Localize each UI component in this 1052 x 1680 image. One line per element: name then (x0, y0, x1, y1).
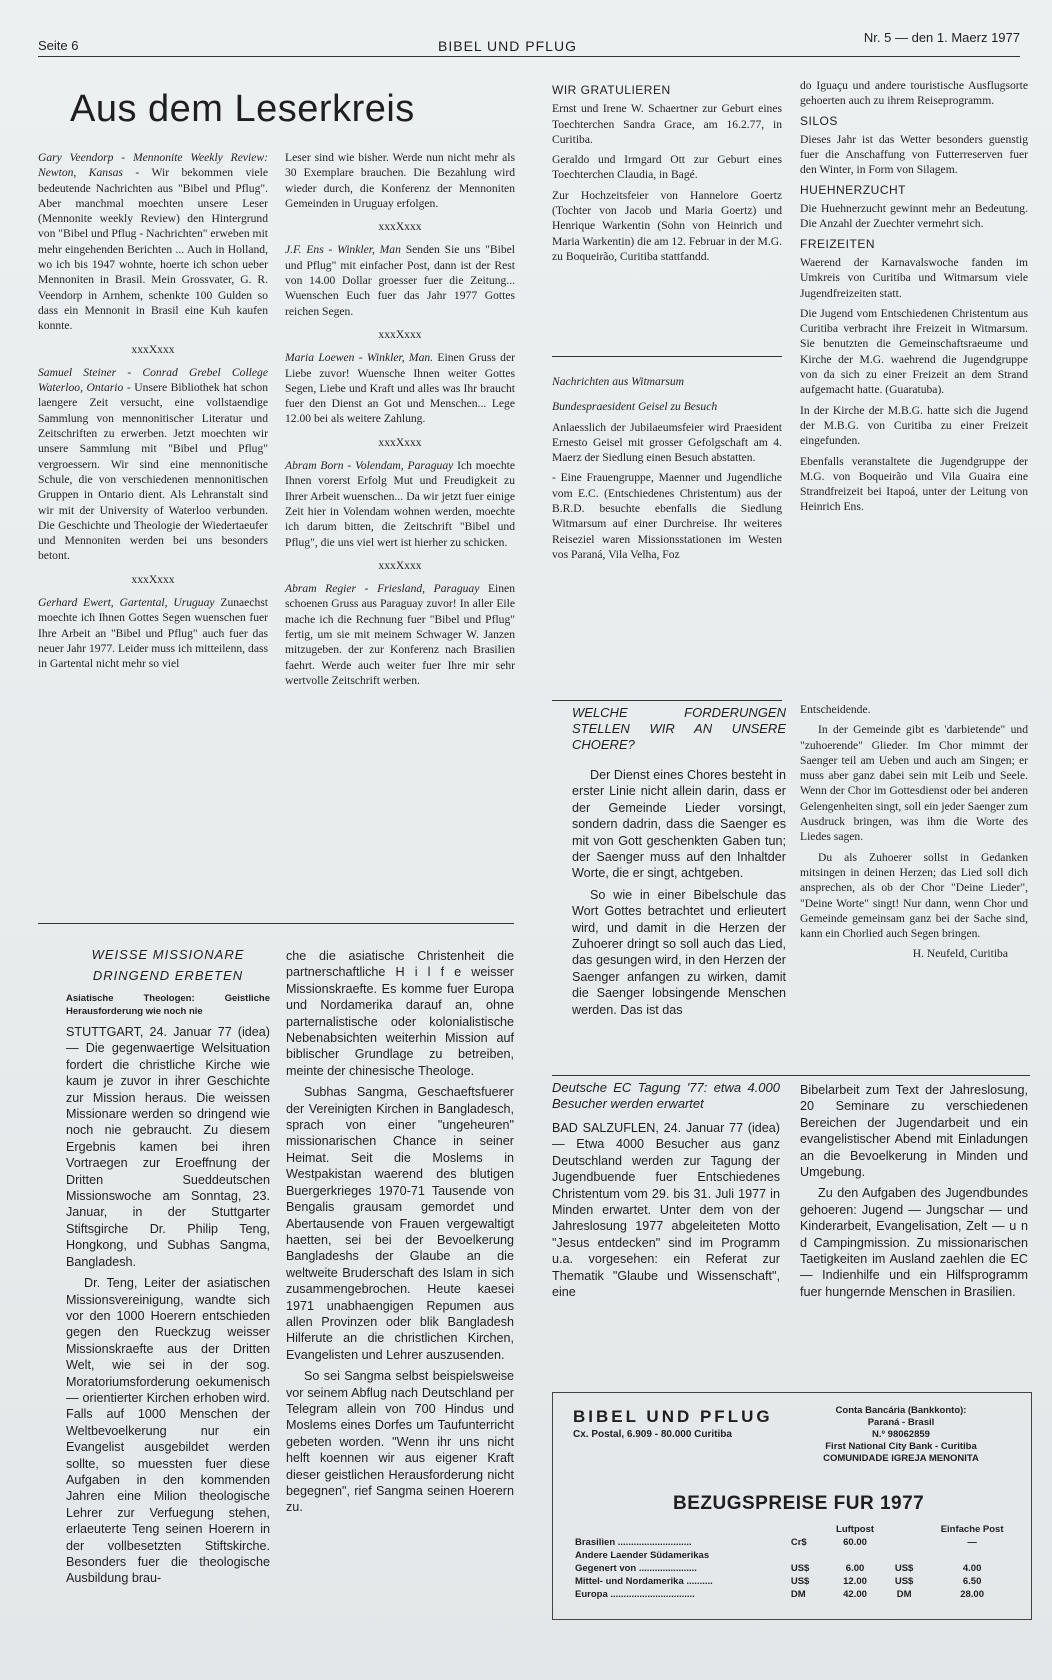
price-cell: Cr$ (790, 1537, 807, 1548)
letter (38, 150, 268, 334)
separator: xxxXxxx (378, 558, 422, 572)
price-cell (789, 1549, 823, 1562)
price-header: Einfache Post (940, 1524, 1004, 1535)
price-table (573, 1523, 1023, 1601)
price-cell: US$ (790, 1576, 810, 1587)
paragraph: So wie in einer Bibelschule das Wort Gottes betrachtet und erlieutert wird, und damit in die Herzen der Zuhoerer dringt so soll auch das Lied, das gesungen wird, in den Herzen der Saenger anfangen zu wirken, damit die Saenger lobsingende Menschen werden. Das ist das (572, 887, 786, 1017)
paragraph: Anlaesslich der Jubilaeumsfeier wird Praesident Ernesto Geisel mit grosser Gefolgschaft am 4. Maerz der Siedlung einen Besuch abstatten. (552, 420, 782, 465)
missionare-subheading: Asiatische Theologen: Geistliche Herausforderung wie noch nie (66, 993, 270, 1017)
section-rule (552, 356, 782, 357)
letter-author: Gerhard Ewert, Gartental, Uruguay (38, 596, 215, 610)
paragraph: Du als Zuhoerer sollst in Gedanken mitsingen in deinen Herzen; das Lied soll dich ansprechen, als ob der Chor "Deine Lieder", "Deine Worte" singt! Nur dann, wenn Chor und Gemeinde gemeinsam ganz bei der Sache sind, kann ein Chorlied auch Segen bringen. (800, 850, 1028, 941)
ec-headline: Deutsche EC Tagung '77: etwa 4.000 Besucher werden erwartet (552, 1080, 780, 1111)
letter-text: Zunaechst moechte ich Ihnen Gottes Segen wuenschen fuer Ihre Arbeit an "Bibel und Pflug" auch fuer das neuer Jahr 1977. Leider muss ich mitteilenn, dass in Gartental nicht mehr so viel (38, 596, 269, 671)
bank-line: N.º 98062859 (872, 1429, 930, 1440)
paragraph: - Eine Frauengruppe, Maenner und Jugendliche vom E.C. (Entschiedenes Christentum) aus der B.R.D. besuchte ebenfalls die Siedlung Witmarsum auf einer Durchreise. Ihr weiteres Reiseziel waren Missionsstationen im Westen vos Paraná, Vila Velha, Foz (552, 471, 782, 561)
price-row (573, 1562, 1023, 1575)
paragraph: Bibelarbeit zum Text der Jahreslosung, 20 Seminare zu verschiedenen Bereichen der Jugendarbeit und ein evangelistischer Abend mit Einladungen an die Bevoelkerung in Minden und Umgebung. (800, 1083, 1028, 1180)
paragraph: Der Dienst eines Chores besteht in erster Linie nicht allein darin, dass er der Gemeinde Lieder vorsingt, sondern dadrin, dass die Saenger es mit von Gott geschenkten Gaben tun; der Saenger muss auf den Inhaltder Worte, die er singt, achtgeben. (572, 768, 786, 881)
price-cell: Brasilien ............................ (575, 1537, 692, 1548)
bank-line: Conta Bancária (Bankkonto): (835, 1405, 967, 1416)
huehnerzucht-heading: HUEHNERZUCHT (800, 182, 906, 197)
separator: xxxXxxx (378, 435, 422, 449)
subscription-heading: BEZUGSPREISE FUR 1977 (673, 1493, 925, 1514)
letter-text: - Unsere Bibliothek hat schon laengere Zeit versucht, eine vollstaendige Sammlung von mennonitischer Literatur und Zeitschriften zu erwerben. Jetzt moechten wir unsere Sammlung mit "Bibel und Pflug" vergroessern. Wir sind eine mennonitische Schule, die von verschiedenen mennonitischen Gruppen in Ontario dient. Als Lehranstalt sind wir mit der University of Waterloo verbunden. Die Geschichte und Theologie der Wiedertaeufer und Mennoniten werden bei uns besonders betont. (38, 381, 268, 563)
paragraph: Ernst und Irene W. Schaertner zur Geburt eines Toechterchen Sandra Grace, am 16.2.77, in Curitiba. (552, 102, 782, 146)
paragraph: che die asiatische Christenheit die partnerschaftliche H i l f e weisser Missionskraefte. Es komme fuer Europa und Nordamerika darauf an, ohne parternalistische oder kolonialistische Nebenabsichten weiterhin Mission auf biblischer Grundlage zu betreiben, meinte der chinesische Theologe. (286, 949, 514, 1078)
price-cell (921, 1549, 1023, 1562)
paragraph: STUTTGART, 24. Januar 77 (idea) — Die gegenwaertige Welsituation fordert die christliche Kirche wie kaum je zuvor in ihrer Geschichte zur Mission heraus. Die weissen Missionare werden so dringend wie noch nie gebraucht. Zu diesem Ergebnis kamen bei ihren Vortraegen zur Eroeffnung der Dritten Sueddeutschen Missionswoche am Sonntag, 23. Januar, in der Stuttgarter Stiftsgirche Dr. Philip Teng, Hongkong, und Subhas Sangma, Bangladesh. (66, 1025, 270, 1269)
price-cell: US$ (894, 1576, 914, 1587)
letter-author: Abram Regier - Friesland, Paraguay (285, 582, 480, 596)
separator: xxxXxxx (131, 342, 175, 356)
price-cell: 42.00 (843, 1589, 867, 1600)
paragraph: In der Kirche der M.B.G. hatte sich die Jugend der M.B.G. von Curitiba zu einer Freizeit eingefunden. (800, 403, 1028, 448)
price-cell: US$ (790, 1563, 810, 1574)
letter-author: J.F. Ens - Winkler, Man (285, 243, 401, 257)
letter (285, 150, 515, 211)
separator: xxxXxxx (378, 327, 422, 341)
price-cell: Gegenert von ...................... (575, 1563, 697, 1574)
letter (285, 581, 515, 688)
price-cell: 6.00 (845, 1563, 865, 1574)
paragraph: Die Jugend vom Entschiedenen Christentum aus Curitiba verbracht ihre Freizeit in Witmarsum. Sie benutzten die Gemeinschaftsraeume und Kirche der M.G. waehrend die Jugendgruppe von da sich zu einer Freizeit an dem Strand aufgemacht hatte. (Guaratuba). (800, 306, 1028, 397)
separator: xxxXxxx (131, 572, 175, 586)
chor-column-2 (800, 702, 1028, 967)
letter (285, 458, 515, 550)
chor-headline: WELCHE FORDERUNGEN STELLEN WIR AN UNSERE CHOERE? (572, 705, 786, 752)
paragraph: do Iguaçu und andere touristische Ausflugsorte gehoerten auch zu ihrem Reiseprogramm. (800, 79, 1028, 108)
section-rule (552, 700, 782, 701)
witmarsum-subheading: Bundespraesident Geisel zu Besuch (552, 400, 718, 414)
missionare-column-2 (286, 948, 514, 1521)
bank-line: First National City Bank - Curitiba (825, 1441, 977, 1452)
header-rule (38, 56, 1020, 57)
price-header (887, 1523, 921, 1536)
missionare-column-1 (66, 944, 270, 1592)
paragraph: Subhas Sangma, Geschaeftsfuerer der Vereinigten Kirchen in Bangladesch, sprach von einer "ungeheuren" missionarischen Chance in seiner Heimat. Seit die Moslems in Westpakistan waerend des blutigen Buergerkrieges 1970-71 Tausende von Bengalis grausam gemordet und Abertausende von Frauen vergewaltigt haetten, sei bei der Bevoelkerung Bangladeshs der Glaube an die weltweite Bruderschaft des Islam in sich zusammengebrochen. Heute kaesei 1971 unabhaengigen Repumen aus allen Provinzen oder blik Bangladesh Hilferute an die christlichen Kirchen, Evangelisten und Lehrer auszusenden. (286, 1085, 514, 1362)
paragraph: Zur Hochzeitsfeier von Hannelore Goertz (Tochter von Jacob und Maria Goertz) und Henrique Warkentin (Sohn von Heinrich und Maria Warkentin) die am 12. Februar in der M.G. zu Boqueirão, Curitiba stattfandd. (552, 188, 782, 263)
paragraph: Die Huehnerzucht gewinnt mehr an Bedeutung. Die Anzahl der Zuechter vermehrt sich. (800, 202, 1028, 231)
price-cell: — (967, 1537, 977, 1548)
chor-column-1 (572, 705, 786, 1023)
price-cell: 4.00 (962, 1563, 982, 1574)
price-cell: US$ (894, 1563, 914, 1574)
letter-text: Einen Gruss der Liebe zuvor! Wuensche Ihnen weiter Gottes Segen, Liebe und Kraft und alles was Ihr braucht fuer den Dienst an Got und Menschen... Lege 12.00 bei als weitere Zahlung. (285, 351, 515, 426)
price-cell (887, 1536, 921, 1549)
bank-account (781, 1405, 1021, 1465)
price-header (789, 1523, 823, 1536)
chor-signature: H. Neufeld, Curitiba (912, 947, 1008, 961)
paragraph: Entscheidende. (800, 703, 871, 716)
separator: xxxXxxx (378, 220, 422, 234)
price-cell: Mittel- und Nordamerika .......... (575, 1576, 713, 1587)
leserkreis-column-2 (285, 150, 515, 693)
paragraph: Zu den Aufgaben des Jugendbundes gehoeren: Jugend — Jungschar — und Kinderarbeit, Evangelisation, Zelt — u n d Campingmission. Zu missionarischen Taetigkeiten im Ausland zaehlen die EC — Indienhilfe und ein Hilfsprogramm fuer hungernde Menschen in Brasilien. (800, 1186, 1028, 1299)
price-header (573, 1523, 789, 1536)
letter (285, 242, 515, 318)
price-row (573, 1536, 1023, 1549)
paragraph: Geraldo und Irmgard Ott zur Geburt eines Toechterchen Claudia, in Bagé. (552, 153, 782, 182)
price-row (573, 1575, 1023, 1588)
bank-line: COMUNIDADE IGREJA MENONITA (823, 1453, 979, 1464)
witmarsum-heading: Nachrichten aus Witmarsum (552, 375, 685, 388)
section-rule (38, 923, 514, 924)
witmarsum-column-2 (800, 78, 1028, 520)
page-header (38, 30, 1020, 54)
letter-text: Ich moechte Ihnen vorerst Erfolg Mut und Freudigkeit zu Ihrer Arbeit wuenschen... Da wir jetzt fuer einige Zeit hier in Volendam wohnen werden, moechte ich darum bitten, die Zeitschrift "Bibel und Pflug", die uns viel wert ist hierher zu schicken. (285, 459, 515, 549)
leserkreis-column-1 (38, 150, 268, 677)
section-title: Aus dem Leserkreis (70, 88, 415, 130)
gratulieren-heading: WIR GRATULIEREN (552, 83, 671, 97)
paragraph: So sei Sangma selbst beispielsweise vor seinem Abflug nach Deutschland per Telegram allein von 700 Hindus und Moslems eines Dorfes um Taufunterricht gebeten worden. "Wenn ihr uns nicht helft koennen wir aus eigener Kraft dieser geistlichen Herausforderung nicht begegnen", rief Sangma seinen Hoerern zu. (286, 1369, 514, 1515)
freizeiten-heading: FREIZEITEN (800, 236, 876, 251)
gratulieren-column (552, 78, 782, 269)
missionare-headline-2: DRINGEND ERBETEN (92, 968, 244, 983)
masthead: BIBEL UND PFLUG (438, 38, 577, 54)
witmarsum-column (552, 374, 782, 567)
ec-column-1 (552, 1080, 780, 1305)
price-cell: Europa ................................ (575, 1589, 695, 1600)
letter-author: Maria Loewen - Winkler, Man. (285, 351, 434, 365)
letter-text: Senden Sie uns "Bibel und Pflug" mit einfacher Post, dann ist der Rest von 14.00 Dollar groesser fuer die Zeitung... Wuenschen Euch fuer das Jahr 1977 Gottes reichen Segen. (285, 243, 515, 318)
price-cell: 60.00 (843, 1537, 867, 1548)
letter-author: Samuel Steiner - Conrad Grebel College Waterloo, Ontario (38, 365, 268, 395)
page-number: Seite 6 (38, 38, 79, 53)
missionare-headline-1: WEISSE MISSIONARE (91, 947, 245, 962)
letter-text: Einen schoenen Gruss aus Paraguay zuvor! In aller Eile mache ich die Rechnung fuer "Bibel und Pflug" fertig, um sie mit meinem Schwager W. Janzen mitzugeben. der zur Konferenz nach Brasilien faehrt. Werde auch weiter fuer Ihre mir sehr wertvolle Zeitschrift werben. (285, 582, 516, 687)
price-cell (887, 1549, 921, 1562)
price-cell: Andere Laender Südamerikas (575, 1550, 710, 1561)
price-cell (823, 1549, 887, 1562)
price-row (573, 1549, 1023, 1562)
silos-heading: SILOS (800, 113, 838, 128)
letter-author: Abram Born - Volendam, Paraguay (285, 459, 454, 473)
paragraph: Dr. Teng, Leiter der asiatischen Missionsvereinigung, wandte sich vor den 1000 Hoerern entschieden gegen den Rueckzug weisser Missionskraefte aus der Dritten Welt, wie sei in der sog. Moratoriumsforderung oekumenisch — orientierter Kirchen erhoben wird. Falls auf 1000 Menschen der Weltbevoelkerung nur ein Evangelist ausgebildet werden sollte, so muessten fuer diese Aufgaben in den kommenden Jahren eine Milion theologische Lehrer zur Verfuegung stehen, erlaeuterte Teng seinen Hoerern in der vollbesetzten Stiftskirche. Besonders fuer die theologische Ausbildung brau- (66, 1276, 270, 1586)
issue-date: Nr. 5 — den 1. Maerz 1977 (863, 30, 1020, 45)
letter (285, 350, 515, 426)
ec-column-2 (800, 1082, 1028, 1305)
letter-text: - Wir bekommen viele bedeutende Nachrichten aus "Bibel und Pflug". Aber manchmal moechten unsere Leser (Mennonite weekly Review) den Hintergrund von "Bibel und Pflug - Nachrichten" erweben mit mehr eingehenden Berichten ... Auch in Holland, wo ich bis 1947 wohnte, hoerte ich schon ueber Mennoniten in Brasil. Mein Grossvater, G. R. Veendorp in Arnhem, schenkte 100 Gulden so dass ein Mennonit in Brasil eine Kuh kaufen konnte. (38, 166, 269, 333)
subscription-box (552, 1392, 1032, 1620)
price-cell: 28.00 (960, 1589, 984, 1600)
price-cell: DM (790, 1589, 806, 1600)
letter (38, 595, 268, 671)
price-header: Luftpost (836, 1524, 875, 1535)
paragraph: Ebenfalls veranstaltete die Jugendgruppe der M.G. von Boqueirão und Vila Guaira eine Strandfreizeit bei Itapoá, unter der Leitung von Heinrich Ens. (800, 454, 1028, 514)
paragraph: Dieses Jahr ist das Wetter besonders guenstig fuer die Anschaffung von Futterreserven fuer den Winter, in Form von Silagem. (800, 132, 1028, 177)
price-cell: DM (896, 1589, 912, 1600)
letter (38, 365, 268, 564)
paragraph: BAD SALZUFLEN, 24. Januar 77 (idea) — Etwa 4000 Besucher aus ganz Deutschland werden zur Tagung der Jugendbuende fuer Entschiedenes Christentum vom 29. bis 31. Juli 1977 in Minden erwartet. Unter dem von der Jahreslosung 1977 abgeleiteten Motto "Jesus entdecken" sind im Programm u.a. vorgesehen: ein Referat zur Thematik "Glaube und Wissenschaft", eine (552, 1121, 780, 1300)
paragraph: In der Gemeinde gibt es 'darbietende" und "zuhoerende" Glieder. Im Chor mimmt der Saenger teil am Ueben und auch am Singen; er muss aber ganz dabei sein mit Leib und Seele. Wenn der Chor im Gottesdienst oder bei anderen Gelengenheiten singt, soll ein jeder Saenger zum Ausdruck bringen, was ihm die Worte des Liedes sagen. (800, 723, 1028, 844)
price-cell: 6.50 (962, 1576, 982, 1587)
letter-text: Leser sind wie bisher. Werde nun nicht mehr als 30 Exemplare brauchen. Die Bezahlung wird wieder durch, die Konferenz der Mennoniten Gemeinden in Uruguay erfolgen. (285, 151, 515, 210)
price-cell: 12.00 (843, 1576, 867, 1587)
price-row (573, 1588, 1023, 1601)
section-rule (552, 1075, 1030, 1076)
letter-author: Gary Veendorp - Mennonite Weekly Review: Newton, Kansas (38, 151, 268, 180)
bank-line: Paraná - Brasil (867, 1417, 935, 1428)
paragraph: Waerend der Karnavalswoche fanden im Umkreis von Curitiba und Witmarsum viele Jugendfreizeiten statt. (800, 255, 1028, 300)
ad-title: BIBEL UND PFLUG (573, 1407, 773, 1426)
ad-address: Cx. Postal, 6.909 - 80.000 Curitiba (573, 1429, 732, 1440)
